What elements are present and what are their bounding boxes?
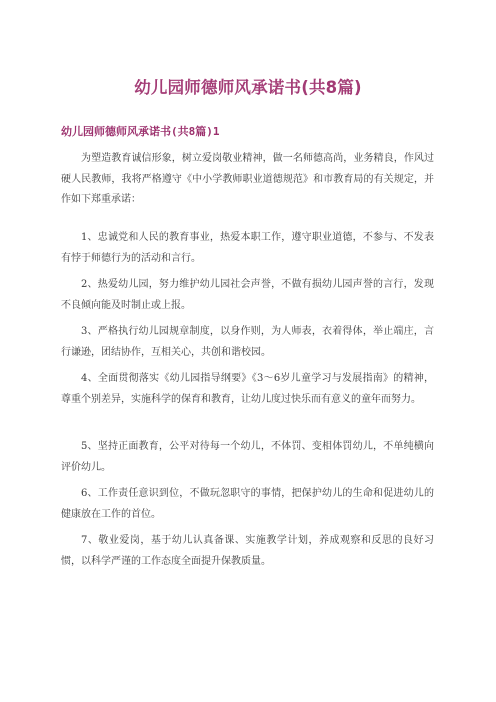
section-heading: 幼儿园师德师风承诺书(共8篇)1 — [61, 125, 220, 138]
pledge-item-5: 5、坚持正面教育，公平对待每一个幼儿，不体罚、变相体罚幼儿，不单纯横向评价幼儿。 — [61, 441, 434, 473]
document-title: 幼儿园师德师风承诺书(共8篇) — [134, 78, 362, 97]
pledge-item-7: 7、敬业爱岗，基于幼儿认真备课、实施教学计划，养成观察和反思的良好习惯，以科学严谨的工作态度全面提升保教质量。 — [61, 535, 434, 567]
pledge-item-4: 4、全面贯彻落实《幼儿园指导纲要》《3～6岁儿童学习与发展指南》的精神，尊重个别差异，实施科学的保育和教育，让幼儿度过快乐而有意义的童年而努力。 — [61, 373, 434, 405]
intro-paragraph: 为塑造教育诚信形象，树立爱岗敬业精神，做一名师德高尚，业务精良，作风过硬人民教师，我将严格遵守《中小学教师职业道德规范》和市教育局的有关规定，并作如下郑重承诺： — [61, 153, 434, 205]
pledge-item-2: 2、热爱幼儿园，努力维护幼儿园社会声誉，不做有损幼儿园声誉的言行，发现不良倾向能及时制止或上报。 — [61, 279, 434, 311]
pledge-item-6: 6、工作责任意识到位，不做玩忽职守的事情，把保护幼儿的生命和促进幼儿的健康放在工作的首位。 — [61, 488, 434, 520]
pledge-item-3: 3、严格执行幼儿园规章制度，以身作则，为人师表，衣着得体，举止端庄，言行谦逊，团结协作，互相关心，共创和谐校园。 — [61, 326, 434, 358]
pledge-item-1: 1、忠诚党和人民的教育事业，热爱本职工作，遵守职业道德，不参与、不发表有悖于师德行为的活动和言行。 — [61, 232, 434, 264]
